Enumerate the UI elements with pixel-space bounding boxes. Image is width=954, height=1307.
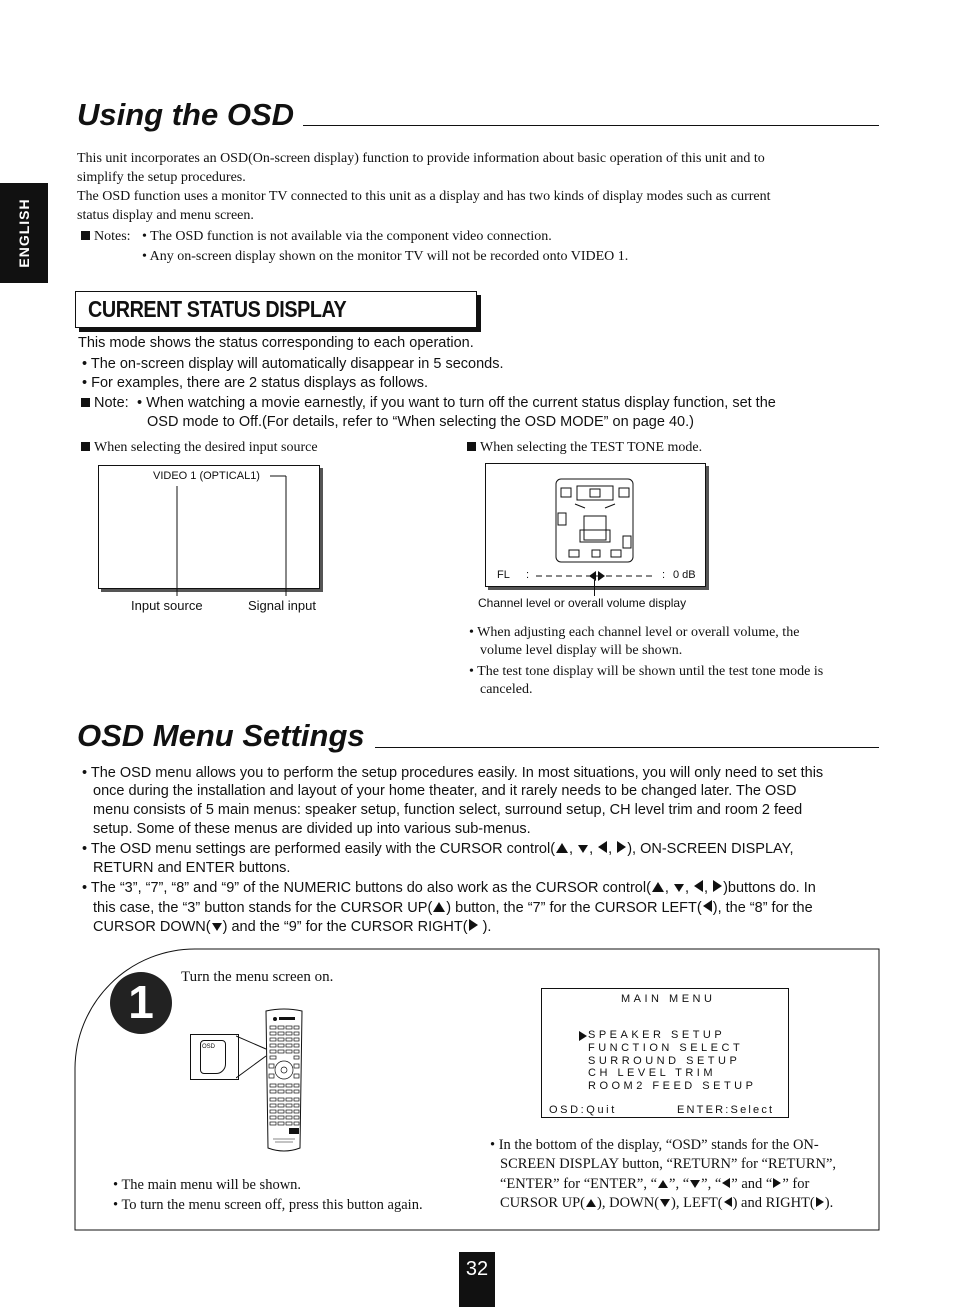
title-rule <box>303 125 879 126</box>
menu-note: • In the bottom of the display, “OSD” stands for the ON- <box>490 1137 819 1153</box>
osd-button-zoom <box>190 1034 239 1080</box>
down-arrow-icon <box>660 1199 670 1207</box>
left-example-caption: When selecting the desired input source <box>81 438 318 457</box>
note-item: • The OSD function is not available via the component video connection. <box>142 229 552 244</box>
left-arrow-icon <box>724 1197 732 1207</box>
right-arrow-icon <box>617 841 626 853</box>
level-value: 0 dB <box>673 569 696 581</box>
note-item: • Any on-screen display shown on the monitor TV will not be recorded onto VIDEO 1. <box>142 249 629 264</box>
up-arrow-icon <box>586 1199 596 1207</box>
notes-label: Notes: <box>81 227 131 246</box>
status-bullet: • The on-screen display will automatically disappear in 5 seconds. <box>82 356 504 372</box>
right-example-caption: When selecting the TEST TONE mode. <box>467 438 702 457</box>
menu-settings-para: menu consists of 5 main menus: speaker setup, function select, surround setup, CH level trim and room 2 feed <box>93 802 803 818</box>
menu-item-ch-level-trim[interactable]: CH LEVEL TRIM <box>588 1067 717 1079</box>
step-bullet: • To turn the menu screen off, press this button again. <box>113 1197 423 1213</box>
menu-note: CURSOR UP( ), DOWN( ), LEFT( ) and RIGHT( ). <box>500 1195 834 1211</box>
step-number: 1 <box>128 976 154 1028</box>
bullet-square <box>81 398 90 407</box>
menu-settings-para: CURSOR DOWN( ) and the “9” for the CURSOR RIGHT( ). <box>93 919 492 935</box>
signal-input-label: Signal input <box>248 598 316 613</box>
left-arrow-icon <box>694 880 703 892</box>
intro-line: The OSD function uses a monitor TV connected to this unit as a display and has two kinds of display modes such as current <box>77 189 771 204</box>
step-title: Turn the menu screen on. <box>181 969 334 985</box>
step-bullet: • The main menu will be shown. <box>113 1177 302 1193</box>
menu-settings-para: • The OSD menu allows you to perform the setup procedures easily. In most situations, you will only need to set this <box>82 765 824 781</box>
test-tone-bullet: canceled. <box>480 682 533 697</box>
callout-line <box>594 580 595 596</box>
callout-lines <box>160 470 300 602</box>
menu-settings-para: once during the installation and layout of your home theater, and it rarely needs to be changed later. The OSD <box>93 783 797 799</box>
intro-line: status display and menu screen. <box>77 208 254 223</box>
language-tab-label: ENGLISH <box>16 198 32 268</box>
up-arrow-icon <box>433 902 445 912</box>
menu-footer-quit: OSD:Quit <box>549 1104 617 1116</box>
bullet-square <box>81 231 90 240</box>
test-tone-bullet: • When adjusting each channel level or overall volume, the <box>469 625 800 640</box>
channel-level-label: Channel level or overall volume display <box>478 596 687 610</box>
main-menu-screen <box>541 988 789 1118</box>
left-arrow-icon <box>598 841 607 853</box>
test-tone-bullet: volume level display will be shown. <box>480 643 683 658</box>
level-bracket-right: : <box>662 569 666 581</box>
language-tab <box>0 183 48 283</box>
up-arrow-icon <box>658 1180 668 1188</box>
screen-status-text: VIDEO 1 (OPTICAL1) <box>153 470 260 482</box>
osd-button-label: OSD <box>202 1044 216 1050</box>
status-note: • When watching a movie earnestly, if you want to turn off the current status display function, set the <box>137 395 776 411</box>
title-rule <box>375 747 879 748</box>
menu-footer-select: ENTER:Select <box>677 1104 775 1116</box>
osd-button[interactable] <box>200 1040 226 1074</box>
left-arrow-icon <box>703 900 712 912</box>
speaker-layout-icon <box>555 478 635 564</box>
current-status-heading: CURRENT STATUS DISPLAY <box>88 296 347 322</box>
right-arrow-icon <box>816 1197 824 1207</box>
up-arrow-icon <box>652 882 664 892</box>
section-title-using-osd: Using the OSD <box>77 97 295 132</box>
right-arrow-icon <box>469 919 478 931</box>
down-arrow-icon <box>212 923 222 931</box>
menu-note: “ENTER” for “ENTER”, “ ”, “ ”, “ ” and “ ” for <box>500 1176 810 1192</box>
left-arrow-icon <box>722 1178 730 1188</box>
page-number: 32 <box>459 1252 495 1307</box>
menu-settings-para: this case, the “3” button stands for the CURSOR UP( ) button, the “7” for the CURSOR LEFT( ), the “8” for the <box>93 900 813 916</box>
up-arrow-icon <box>556 843 568 853</box>
menu-item-function-select[interactable]: FUNCTION SELECT <box>588 1042 744 1054</box>
step-number-badge <box>110 972 172 1034</box>
menu-settings-para: RETURN and ENTER buttons. <box>93 860 291 876</box>
level-bracket-left: : <box>526 569 530 581</box>
input-source-label: Input source <box>131 598 203 613</box>
bullet-square <box>467 442 476 451</box>
remote-control-icon <box>263 1008 305 1154</box>
menu-item-surround-setup[interactable]: SURROUND SETUP <box>588 1055 741 1067</box>
down-arrow-icon <box>674 884 684 892</box>
down-arrow-icon <box>578 845 588 853</box>
intro-line: This unit incorporates an OSD(On-screen display) function to provide information about basic operation of this unit and to <box>77 151 765 166</box>
main-menu-title: MAIN MENU <box>621 993 716 1005</box>
menu-settings-para: • The OSD menu settings are performed easily with the CURSOR control( , , , ), ON-SCREEN DISPLAY, <box>82 841 794 857</box>
status-lead: This mode shows the status corresponding to each operation. <box>78 335 474 351</box>
menu-item-speaker-setup[interactable]: SPEAKER SETUP <box>588 1029 726 1041</box>
status-note: OSD mode to Off.(For details, refer to “When selecting the OSD MODE” on page 40.) <box>147 414 694 430</box>
bullet-square <box>81 442 90 451</box>
level-bar <box>534 571 658 581</box>
menu-item-room2-feed-setup[interactable]: ROOM2 FEED SETUP <box>588 1080 757 1092</box>
channel-name: FL <box>497 569 510 581</box>
menu-cursor-icon <box>579 1031 587 1041</box>
menu-note: SCREEN DISPLAY button, “RETURN” for “RETURN”, <box>500 1156 837 1172</box>
down-arrow-icon <box>690 1180 700 1188</box>
right-arrow-icon <box>773 1178 781 1188</box>
right-arrow-icon <box>713 880 722 892</box>
current-status-heading-box <box>75 291 477 328</box>
section-title-osd-menu-settings: OSD Menu Settings <box>77 718 365 753</box>
test-tone-screen <box>485 463 706 587</box>
test-tone-bullet: • The test tone display will be shown until the test tone mode is <box>469 664 824 679</box>
intro-line: simplify the setup procedures. <box>77 170 246 185</box>
status-note-label: Note: <box>81 394 129 413</box>
menu-settings-para: setup. Some of these menus are divided up into various sub-menus. <box>93 821 531 837</box>
menu-settings-para: • The “3”, “7”, “8” and “9” of the NUMERIC buttons do also work as the CURSOR control( , , , )buttons do. In <box>82 880 816 896</box>
status-bullet: • For examples, there are 2 status displays as follows. <box>82 375 428 391</box>
